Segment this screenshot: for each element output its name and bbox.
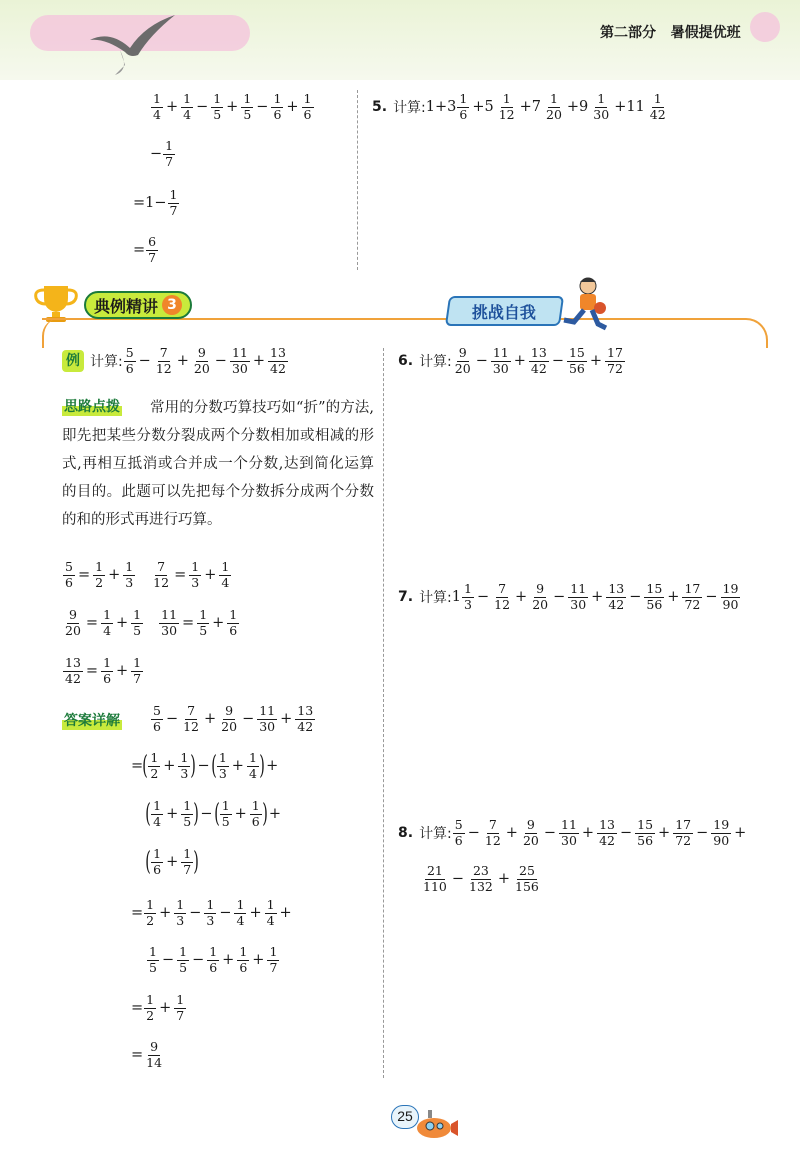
- prev-line-2: − $\frac{1}{7}$: [150, 138, 174, 169]
- answer-line-8: = $\frac{9}{14}$: [131, 1039, 163, 1070]
- section-title: [84, 291, 192, 319]
- example-problem: 例 计算: 5 6 − $\frac{7}{12}$ + $\frac{9}{20}$ − $\frac{11}{30}$ + $\frac{13}{42}$: [62, 346, 289, 377]
- example-label: 计算:: [90, 354, 123, 371]
- decomp-row-3: $\frac{13}{42}$ = $\frac{1}{6}$ + $\frac{1}{7}$: [65, 655, 142, 686]
- header-title: [600, 22, 741, 42]
- prev-line-3: =1− $\frac{1}{7}$: [133, 187, 178, 218]
- challenge-banner-text: 挑战自我: [472, 302, 537, 322]
- seagull-icon: [80, 10, 180, 80]
- answer-line-4: ( 1 6 + $\frac{1}{7}$ ): [145, 846, 200, 878]
- section-title-text: 典例精讲: [94, 296, 159, 316]
- problem-7-number: 7.: [398, 589, 414, 606]
- example-badge: 例: [62, 350, 84, 372]
- problem-8-number: 8.: [398, 825, 414, 842]
- problem-5: 5. 计算: 1+3 1 6 +5 1 12 +7 1 20 +9 1 30 +11 1 42: [372, 91, 666, 122]
- decomp-row-2: $\frac{9}{20}$ = $\frac{1}{4}$ + $\frac{1}{5}$ $\frac{11}{30}$ = $\frac{1}{5}$ + $\frac{1}{6}$: [65, 607, 238, 638]
- problem-8-line-2: 21 110 − $\frac{23}{132}$ + $\frac{25}{156}$: [423, 863, 539, 894]
- thinking-body: 常用的分数巧算技巧如“折”的方法,即先把某些分数分裂成两个分数相加或相减的形式,再相互抵消或合并成一个分数,达到简化运算的目的。此题可以先把每个分数拆分成两个分数的和的形式再进行巧算。: [62, 400, 374, 528]
- problem-5-number: 5.: [372, 99, 388, 116]
- problem-6: 6. 计算: 9 20 − $\frac{11}{30}$ + $\frac{13}{42}$ − $\frac{15}{56}$ + $\frac{17}{72}$: [398, 345, 623, 376]
- prev-minus: −: [150, 146, 163, 163]
- answer-tag: 答案详解: [64, 713, 120, 729]
- answer-line-5: = $\frac{1}{2}$ + $\frac{1}{3}$ − $\frac{1}{3}$ − $\frac{1}{4}$ + $\frac{1}{4}$ +: [131, 897, 292, 928]
- problem-8: 8. 计算: 5 6 − $\frac{7}{12}$ + $\frac{9}{20}$ − $\frac{11}{30}$ + $\frac{13}{42}$ − $\frac{15}{56}$ + $\frac{17}{72}$ − $\frac{19}{90}$ +: [398, 817, 747, 848]
- answer-line-2: = ( 1 2 + $\frac{1}{3}$ ) − ( 1 3 + $\frac{1}{4}$ ) +: [131, 750, 279, 782]
- problem-6-label: 计算:: [419, 354, 452, 371]
- submarine-icon: [414, 1108, 460, 1142]
- column-divider-top: [357, 90, 358, 270]
- page-number: 25: [391, 1105, 419, 1129]
- prev-line-1: 1 4 + $\frac{1}{4}$ − $\frac{1}{5}$ + $\frac{1}{5}$ − $\frac{1}{6}$ + $\frac{1}{6}$: [153, 91, 312, 122]
- prev-eq2: =: [133, 242, 146, 259]
- problem-7: 7. 计算: 1 1 3 − $\frac{7}{12}$ + $\frac{9}{20}$ − $\frac{11}{30}$ + $\frac{13}{42}$ − $\frac{15}{56}$ + $\frac{17}{72}$ − $\frac{19}{90}$: [398, 581, 739, 612]
- answer-line-6: 1 5 − $\frac{1}{5}$ − $\frac{1}{6}$ + $\frac{1}{6}$ + $\frac{1}{7}$: [149, 944, 278, 975]
- answer-line-3: ( 1 4 + $\frac{1}{5}$ ) − ( 1 5 + $\frac{1}{6}$ ) +: [145, 798, 282, 830]
- problem-5-label: 计算:: [393, 100, 426, 117]
- problem-8-label: 计算:: [419, 826, 452, 843]
- section-number-badge: 3: [162, 295, 182, 315]
- section-underline: [42, 318, 768, 348]
- header-course: 暑假提优班: [670, 25, 741, 41]
- answer-line-1: 5 6 − $\frac{7}{12}$ + $\frac{9}{20}$ − $\frac{11}{30}$ + $\frac{13}{42}$: [153, 703, 314, 734]
- prev-eq1: =1−: [133, 195, 167, 212]
- prev-line-4: = $\frac{6}{7}$: [133, 234, 157, 265]
- column-divider-middle: [383, 348, 384, 1078]
- header-part: 第二部分: [600, 25, 656, 41]
- header-cloud-right: [750, 12, 780, 42]
- runner-boy-icon: [556, 276, 616, 338]
- problem-7-label: 计算:: [419, 590, 452, 607]
- thinking-tag: 思路点拨: [64, 399, 120, 415]
- challenge-banner: [445, 296, 564, 326]
- thinking-text: [62, 394, 374, 534]
- answer-line-7: = $\frac{1}{2}$ + $\frac{1}{7}$: [131, 992, 185, 1023]
- decomp-row-1: $\frac{5}{6}$ = $\frac{1}{2}$ + $\frac{1}{3}$ $\frac{7}{12}$ = $\frac{1}{3}$ + $\frac{1}{4}$: [65, 559, 230, 590]
- problem-6-number: 6.: [398, 353, 414, 370]
